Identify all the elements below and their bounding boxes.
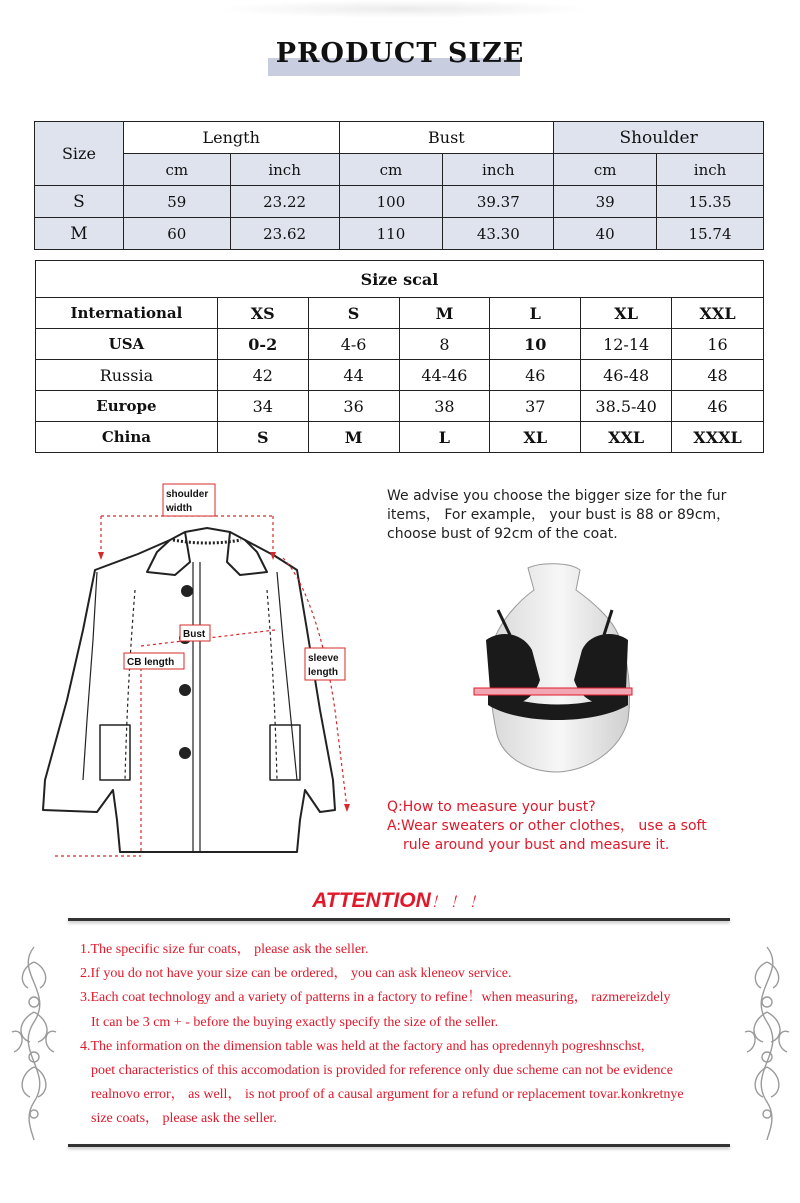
table-cell: 16 bbox=[672, 329, 764, 360]
label-sleeve-1: sleeve bbox=[308, 653, 339, 664]
row-label: Europe bbox=[36, 391, 218, 422]
table-cell: S bbox=[308, 298, 399, 329]
note-line: 1.The specific size fur coats， please ask the seller. bbox=[80, 942, 369, 957]
page-title: PRODUCT SIZE bbox=[275, 38, 525, 69]
table-cell: XL bbox=[581, 298, 672, 329]
note-line: 4.The information on the dimension table was held at the factory and has opredennyh pogreshnschst, bbox=[80, 1038, 645, 1054]
advice-line: choose bust of 92cm of the coat. bbox=[387, 526, 618, 542]
label-sleeve-2: length bbox=[308, 667, 338, 678]
group-shoulder: Shoulder bbox=[554, 122, 764, 154]
row-label: China bbox=[36, 422, 218, 453]
table-cell: 100 bbox=[339, 186, 443, 218]
table-cell: 36 bbox=[308, 391, 399, 422]
unit-cell: inch bbox=[230, 154, 339, 186]
table-cell: 39.37 bbox=[443, 186, 554, 218]
unit-cell: cm bbox=[554, 154, 657, 186]
size-scale-table bbox=[35, 260, 764, 453]
table-cell: XL bbox=[490, 422, 581, 453]
bust-illustration bbox=[470, 560, 645, 775]
table-cell: XXL bbox=[672, 298, 764, 329]
unit-cell: inch bbox=[657, 154, 764, 186]
label-bust: Bust bbox=[183, 629, 206, 640]
attention-notes bbox=[80, 938, 730, 1132]
note-line: realnovo error， as well， is not proof of a causal argument for a refund or replacement tovar.konkretnye bbox=[91, 1087, 684, 1103]
table-cell: XXL bbox=[581, 422, 672, 453]
table-row bbox=[36, 298, 764, 329]
size-scale-caption: Size scal bbox=[36, 261, 764, 298]
measure-instructions bbox=[387, 798, 767, 855]
table-cell: 60 bbox=[123, 218, 230, 250]
size-table bbox=[34, 121, 764, 250]
label-shoulder-2: width bbox=[166, 503, 193, 514]
group-bust: Bust bbox=[339, 122, 554, 154]
table-cell: 46 bbox=[672, 391, 764, 422]
group-length: Length bbox=[123, 122, 339, 154]
attention-word: ATTENTION bbox=[312, 889, 431, 912]
table-cell: 44-46 bbox=[399, 360, 490, 391]
table-cell: 12-14 bbox=[581, 329, 672, 360]
table-cell: 34 bbox=[217, 391, 308, 422]
table-cell: 110 bbox=[339, 218, 443, 250]
table-cell: M bbox=[308, 422, 399, 453]
size-label: M bbox=[35, 218, 124, 250]
table-cell: 42 bbox=[217, 360, 308, 391]
table-cell: L bbox=[490, 298, 581, 329]
title-block bbox=[268, 38, 532, 80]
divider-bottom bbox=[68, 1144, 730, 1147]
table-cell: 40 bbox=[554, 218, 657, 250]
table-cell: 23.62 bbox=[230, 218, 339, 250]
table-cell: 37 bbox=[490, 391, 581, 422]
note-line: It can be 3 cm + - before the buying exactly specify the size of the seller. bbox=[91, 1014, 499, 1030]
coat-diagram bbox=[35, 480, 365, 860]
answer-text: A:Wear sweaters or other clothes， use a soft bbox=[387, 818, 707, 834]
advice-line: We advise you choose the bigger size for the fur bbox=[387, 488, 727, 504]
size-header: Size bbox=[35, 122, 124, 186]
table-cell: M bbox=[399, 298, 490, 329]
size-advice bbox=[387, 487, 767, 544]
attention-heading bbox=[0, 889, 800, 913]
table-cell: XXXL bbox=[672, 422, 764, 453]
note-line: 2.If you do not have your size can be ordered， you can ask kleneov service. bbox=[80, 966, 512, 982]
unit-cell: cm bbox=[339, 154, 443, 186]
unit-cell: cm bbox=[123, 154, 230, 186]
attention-marks: ！！！ bbox=[430, 894, 488, 911]
table-cell: 38 bbox=[399, 391, 490, 422]
table-cell: S bbox=[217, 422, 308, 453]
note-line: size coats， please ask the seller. bbox=[91, 1111, 277, 1127]
row-label: Russia bbox=[36, 360, 218, 391]
table-cell: 0-2 bbox=[217, 329, 308, 360]
ornament-left-icon bbox=[4, 942, 64, 1142]
row-label: USA bbox=[36, 329, 218, 360]
table-cell: 46-48 bbox=[581, 360, 672, 391]
table-cell: 44 bbox=[308, 360, 399, 391]
table-row bbox=[36, 422, 764, 453]
table-cell: XS bbox=[217, 298, 308, 329]
table-cell: 43.30 bbox=[443, 218, 554, 250]
unit-cell: inch bbox=[443, 154, 554, 186]
note-line: 3.Each coat technology and a variety of patterns in a factory to refine！when measuring， razmereizdely bbox=[80, 990, 671, 1006]
note-line: poet characteristics of this accomodation is provided for reference only due scheme can not be evidence bbox=[91, 1063, 673, 1079]
size-label: S bbox=[35, 186, 124, 218]
divider-top bbox=[68, 918, 730, 921]
table-row bbox=[36, 360, 764, 391]
table-row bbox=[35, 218, 764, 250]
table-cell: 8 bbox=[399, 329, 490, 360]
table-row bbox=[36, 329, 764, 360]
question-text: Q:How to measure your bust? bbox=[387, 799, 596, 815]
table-cell: 10 bbox=[490, 329, 581, 360]
table-row bbox=[36, 391, 764, 422]
advice-line: items， For example， your bust is 88 or 89cm， bbox=[387, 507, 731, 523]
table-cell: 59 bbox=[123, 186, 230, 218]
top-shadow bbox=[215, 0, 595, 18]
table-cell: 4-6 bbox=[308, 329, 399, 360]
table-cell: 38.5-40 bbox=[581, 391, 672, 422]
ornament-right-icon bbox=[737, 942, 797, 1142]
answer-text: rule around your bust and measure it. bbox=[403, 837, 670, 853]
table-cell: 46 bbox=[490, 360, 581, 391]
table-cell: 48 bbox=[672, 360, 764, 391]
table-cell: 39 bbox=[554, 186, 657, 218]
row-label: International bbox=[36, 298, 218, 329]
table-cell: 15.74 bbox=[657, 218, 764, 250]
table-row bbox=[35, 186, 764, 218]
table-cell: L bbox=[399, 422, 490, 453]
label-shoulder-1: shoulder bbox=[166, 489, 209, 500]
label-cb-length: CB length bbox=[127, 657, 175, 668]
table-cell: 15.35 bbox=[657, 186, 764, 218]
table-cell: 23.22 bbox=[230, 186, 339, 218]
